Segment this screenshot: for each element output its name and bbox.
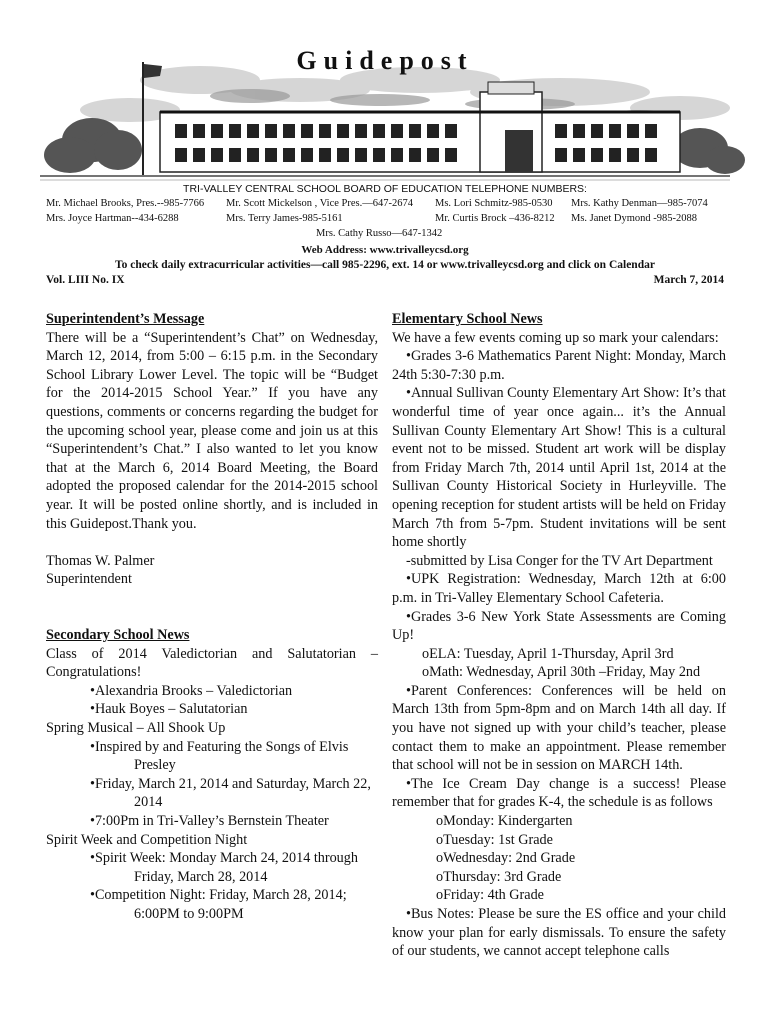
schedule-item: oWednesday: 2nd Grade	[436, 850, 576, 867]
board-member: Mrs. Kathy Denman—985-7074	[571, 198, 708, 209]
elementary-heading: Elementary School News	[392, 311, 543, 327]
schedule-item: oMonday: Kindergarten	[436, 813, 573, 830]
masthead	[0, 0, 770, 182]
schedule-item: oFriday: 4th Grade	[436, 887, 544, 904]
ice-cream-day: •The Ice Cream Day change is a success! Please remember that for grades K-4, the schedule is as follows	[392, 775, 726, 811]
volume-number: Vol. LIII No. IX	[46, 274, 125, 286]
assessments: •Grades 3-6 New York State Assessments are Coming Up!	[392, 608, 726, 644]
musical-item: •7:00Pm in Tri-Valley’s Bernstein Theater	[90, 813, 329, 830]
right-column	[392, 310, 726, 961]
signature-name: Thomas W. Palmer	[46, 552, 155, 569]
honor-item: •Hauk Boyes – Salutatorian	[90, 701, 248, 718]
schedule-item: oThursday: 3rd Grade	[436, 868, 562, 885]
left-column	[46, 310, 378, 924]
board-member: Mrs. Cathy Russo—647-1342	[316, 228, 443, 239]
schedule-item: oTuesday: 1st Grade	[436, 831, 553, 848]
math-night: •Grades 3-6 Mathematics Parent Night: Monday, March 24th 5:30-7:30 p.m.	[392, 348, 726, 383]
board-member: Mr. Curtis Brock –436-8212	[435, 213, 555, 224]
newsletter-title: Guidepost	[296, 46, 474, 75]
board-member: Mrs. Joyce Hartman--434-6288	[46, 213, 179, 224]
board-member: Ms. Janet Dymond -985-2088	[571, 213, 697, 224]
superintendent-heading: Superintendent’s Message	[46, 311, 205, 327]
musical-title: Spring Musical – All Shook Up	[46, 720, 226, 737]
spirit-item: •Competition Night: Friday, March 28, 2014; 6:00PM to 9:00PM	[90, 887, 347, 922]
art-show: •Annual Sullivan County Elementary Art Show: It’s that wonderful time of year once again... it’s the Annual Sullivan County Elementary Art Show! This is a cultural event not to be missed. Student art work will be display from Friday March 7th, 2014 until April 1st, 2014 at the Sullivan County Historical Society in Hurleyville. The opening reception for student artists will be held on Friday March 7th from 5-7pm. Student invitations will be sent home shortly	[392, 385, 726, 551]
board-member: Ms. Lori Schmitz-985-0530	[435, 198, 553, 209]
superintendent-message: There will be a “Superintendent’s Chat” on Wednesday, March 12, 2014, from 5:00 – 6:15 p.m. in the Secondary School Library Lower Level. The topic will be “Budget for the 2014-2015 School Year.” If you have any questions, comments or concerns regarding the budget for the upcoming school year, please come and join us at this “Superintendent’s Chat.” I also wanted to let you know that at the March 6, 2014 Board Meeting, the Board adopted the proposed calendar for the 2014-2015 school year. It will be posted online shortly, and is included in this Guidepost.Thank you.	[46, 329, 378, 532]
board-member: Mrs. Terry James-985-5161	[226, 213, 343, 224]
bus-notes: •Bus Notes: Please be sure the ES office and your child know your plan for early dismissals. To ensure the safety of our students, we cannot accept telephone calls	[392, 906, 726, 960]
assessment-item: oMath: Wednesday, April 30th –Friday, May 2nd	[422, 664, 701, 681]
spirit-title: Spirit Week and Competition Night	[46, 831, 248, 848]
secondary-heading: Secondary School News	[46, 627, 190, 644]
web-address: Web Address: www.trivalleycsd.org	[301, 244, 469, 256]
parent-conferences: •Parent Conferences: Conferences will be held on March 13th from 5pm-8pm and on March 14th all day. If you have not signed up with your child’s teacher, please contact them to make an appointment. Please remember that school will not be in session on MARCH 14th.	[392, 682, 726, 774]
musical-item: •Inspired by and Featuring the Songs of Elvis Presley	[90, 738, 349, 774]
honor-item: •Alexandria Brooks – Valedictorian	[90, 682, 293, 699]
musical-item: •Friday, March 21, 2014 and Saturday, March 22, 2014	[90, 775, 371, 811]
secondary-intro: Class of 2014 Valedictorian and Salutatorian – Congratulations!	[46, 645, 378, 681]
spirit-item: •Spirit Week: Monday March 24, 2014 through Friday, March 28, 2014	[90, 850, 358, 885]
school-building-illustration	[0, 0, 770, 182]
elementary-intro: We have a few events coming up so mark your calendars:	[392, 329, 719, 346]
activities-line: To check daily extracurricular activities—call 985-2296, ext. 14 or www.trivalleycsd.org and click on Calendar	[115, 259, 655, 271]
assessment-item: oELA: Tuesday, April 1-Thursday, April 3rd	[422, 645, 674, 662]
upk-registration: •UPK Registration: Wednesday, March 12th at 6:00 p.m. in Tri-Valley Elementary School Cafeteria.	[392, 571, 726, 606]
issue-date: March 7, 2014	[653, 274, 724, 286]
signature-title: Superintendent	[46, 571, 132, 588]
board-member: Mr. Michael Brooks, Pres.--985-7766	[46, 198, 205, 209]
board-heading: TRI-VALLEY CENTRAL SCHOOL BOARD OF EDUCATION TELEPHONE NUMBERS:	[183, 183, 587, 195]
board-member: Mr. Scott Mickelson , Vice Pres.—647-2674	[226, 198, 413, 209]
art-submitted: -submitted by Lisa Conger for the TV Art Department	[406, 552, 713, 569]
